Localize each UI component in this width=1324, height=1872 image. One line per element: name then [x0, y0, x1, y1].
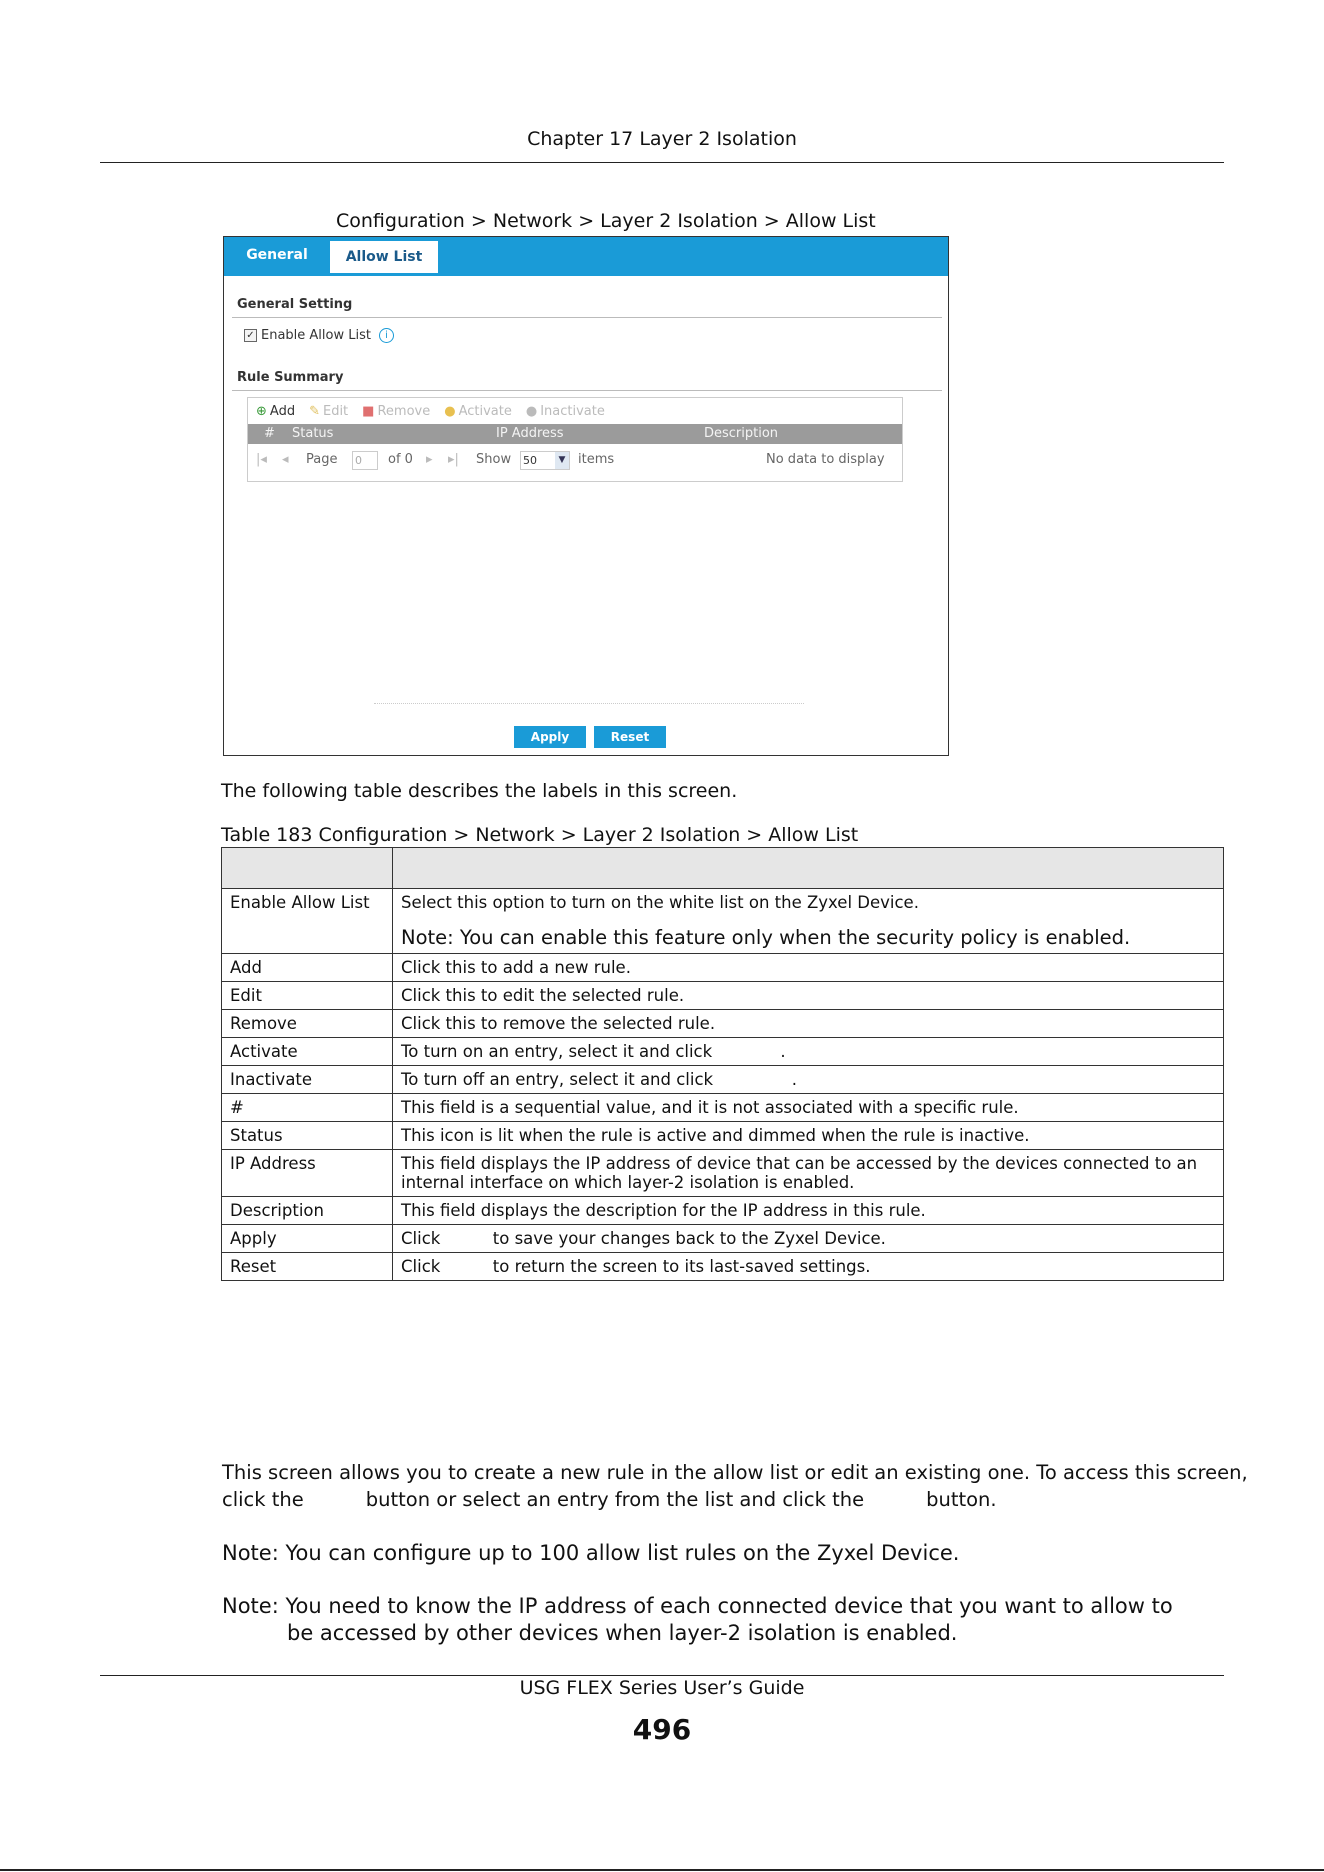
table-row — [222, 1094, 1224, 1122]
row-description: To turn off an entry, select it and click . — [393, 1066, 1224, 1094]
general-setting-title: General Setting — [237, 297, 353, 312]
row-description: This field displays the description for the IP address in this rule. — [393, 1197, 1224, 1225]
enable-allow-list-row — [244, 328, 394, 343]
row-description: This icon is lit when the rule is active and dimmed when the rule is inactive. — [393, 1122, 1224, 1150]
apply-button[interactable]: Apply — [514, 726, 586, 748]
row-description: To turn on an entry, select it and click . — [393, 1038, 1224, 1066]
inactivate-label: Inactivate — [540, 403, 605, 419]
footer-divider — [374, 703, 804, 704]
enable-allow-list-checkbox[interactable]: ✓ — [244, 329, 257, 342]
row-description-text: Select this option to turn on the white list on the Zyxel Device. — [401, 893, 919, 912]
add-label: Add — [269, 403, 296, 419]
table-row — [222, 889, 1224, 954]
col-ip-address[interactable]: IP Address — [496, 426, 564, 441]
row-label: Remove — [222, 1010, 393, 1038]
col-description[interactable]: Description — [704, 426, 779, 441]
table-header-description — [393, 848, 1224, 889]
grid-toolbar — [248, 398, 902, 424]
paragraph-line-2: click the button or select an entry from the list and click the button. — [222, 1488, 997, 1511]
row-label: Description — [222, 1197, 393, 1225]
trash-icon: ■ — [362, 403, 375, 419]
edit-icon: ✎ — [309, 403, 320, 419]
enable-allow-list-label: Enable Allow List — [261, 328, 371, 343]
remove-button[interactable] — [362, 404, 430, 419]
paragraph-line-1: This screen allows you to create a new rule in the allow list or edit an existing one. To access this screen, — [222, 1461, 1248, 1484]
table-caption: Table 183 Configuration > Network > Layer 2 Isolation > Allow List — [221, 824, 859, 846]
items-label: items — [578, 452, 615, 467]
row-label: Apply — [222, 1225, 393, 1253]
add-icon: ⊕ — [256, 403, 267, 419]
of-pages-label: of 0 — [388, 452, 413, 467]
row-description: Click this to remove the selected rule. — [393, 1010, 1224, 1038]
add-button[interactable] — [256, 404, 295, 419]
row-label: Inactivate — [222, 1066, 393, 1094]
edit-label: Edit — [322, 403, 349, 419]
allow-list-screenshot — [223, 236, 949, 756]
chapter-header: Chapter 17 Layer 2 Isolation — [527, 128, 797, 150]
page-input[interactable]: 0 — [352, 451, 378, 470]
note-1: Note: You can configure up to 100 allow list rules on the Zyxel Device. — [222, 1541, 960, 1565]
intro-text: The following table describes the labels in this screen. — [221, 780, 738, 802]
row-label: Reset — [222, 1253, 393, 1281]
tab-allow-list[interactable]: Allow List — [330, 241, 438, 273]
row-description: This field is a sequential value, and it is not associated with a specific rule. — [393, 1094, 1224, 1122]
row-description: Click this to edit the selected rule. — [393, 982, 1224, 1010]
note-2-line-2: be accessed by other devices when layer-2 isolation is enabled. — [287, 1621, 958, 1645]
figure-caption: Configuration > Network > Layer 2 Isolation > Allow List — [336, 210, 876, 232]
page-bottom-edge — [0, 1869, 1324, 1871]
row-label: # — [222, 1094, 393, 1122]
table-row — [222, 1150, 1224, 1197]
items-per-page-select[interactable] — [520, 451, 570, 470]
rule-summary-title: Rule Summary — [237, 370, 344, 385]
table-row — [222, 1066, 1224, 1094]
row-label: IP Address — [222, 1150, 393, 1197]
row-label: Activate — [222, 1038, 393, 1066]
table-row — [222, 1038, 1224, 1066]
note-2-line-1: Note: You need to know the IP address of each connected device that you want to allow to — [222, 1594, 1173, 1618]
row-label: Status — [222, 1122, 393, 1150]
row-description — [393, 889, 1224, 954]
section-divider — [232, 317, 942, 318]
table-row — [222, 1225, 1224, 1253]
row-label: Add — [222, 954, 393, 982]
edit-button[interactable] — [309, 404, 348, 419]
section-divider — [232, 390, 942, 391]
page-label: Page — [306, 452, 338, 467]
grid-header — [248, 424, 902, 444]
tab-underline — [224, 273, 948, 276]
first-page-icon[interactable]: |◂ — [256, 452, 267, 467]
chevron-down-icon: ▼ — [555, 452, 569, 469]
bulb-on-icon: ● — [444, 403, 456, 419]
col-number[interactable]: # — [264, 426, 275, 441]
row-note: Note: You can enable this feature only when the security policy is enabled. — [401, 926, 1131, 949]
activate-button[interactable] — [444, 404, 512, 419]
header-rule — [100, 162, 1224, 163]
table-row — [222, 1010, 1224, 1038]
tab-general[interactable]: General — [246, 247, 308, 263]
table-row — [222, 982, 1224, 1010]
page-number: 496 — [632, 1713, 692, 1746]
remove-label: Remove — [377, 403, 431, 419]
row-label: Edit — [222, 982, 393, 1010]
tab-bar — [224, 237, 948, 273]
reset-button[interactable]: Reset — [594, 726, 666, 748]
prev-page-icon[interactable]: ◂ — [282, 452, 289, 467]
row-description: This field displays the IP address of device that can be accessed by the devices connected to an internal interface on which layer-2 isolation is enabled. — [393, 1150, 1224, 1197]
show-label: Show — [476, 452, 512, 467]
no-data-label: No data to display — [766, 452, 885, 467]
inactivate-button[interactable] — [526, 404, 605, 419]
row-label: Enable Allow List — [222, 889, 393, 954]
col-status[interactable]: Status — [292, 426, 334, 441]
bulb-off-icon: ● — [525, 403, 538, 419]
row-description: Click to save your changes back to the Zyxel Device. — [393, 1225, 1224, 1253]
activate-label: Activate — [458, 403, 512, 419]
grid-pager — [248, 444, 902, 478]
table-row — [222, 1197, 1224, 1225]
rule-grid — [247, 397, 903, 482]
last-page-icon[interactable]: ▸| — [448, 452, 459, 467]
items-per-page-value: 50 — [523, 454, 537, 467]
table-row — [222, 1253, 1224, 1281]
next-page-icon[interactable]: ▸ — [426, 452, 433, 467]
info-icon[interactable]: i — [379, 328, 394, 343]
description-table — [221, 847, 1224, 1281]
row-description: Click this to add a new rule. — [393, 954, 1224, 982]
table-header-row — [222, 848, 1224, 889]
table-row — [222, 1122, 1224, 1150]
row-description: Click to return the screen to its last-saved settings. — [393, 1253, 1224, 1281]
guide-title: USG FLEX Series User’s Guide — [519, 1677, 805, 1699]
table-header-label — [222, 848, 393, 889]
table-row — [222, 954, 1224, 982]
footer-rule — [100, 1675, 1224, 1676]
